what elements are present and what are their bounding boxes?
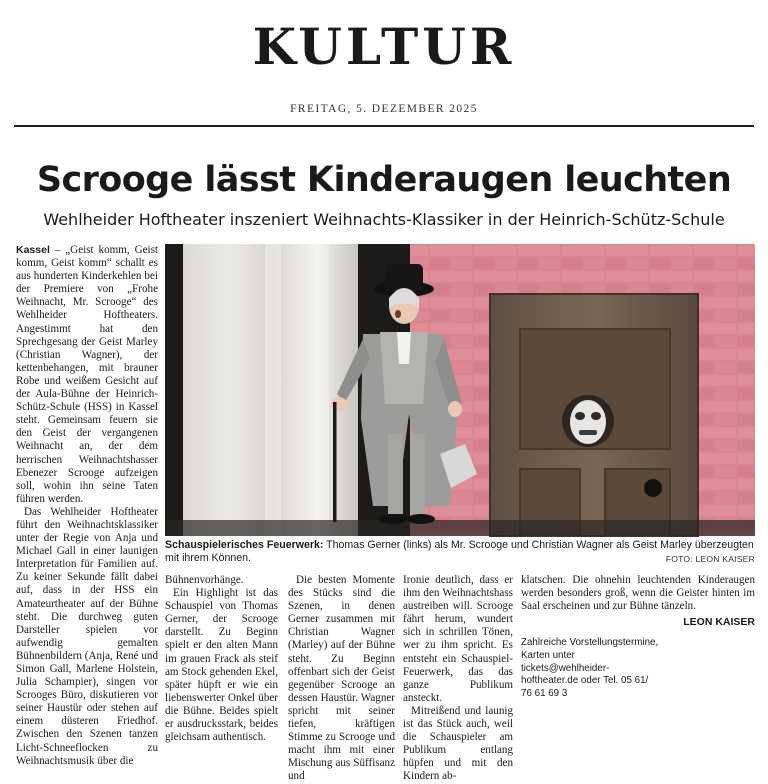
article-column-2	[165, 574, 278, 744]
article-headline: Scrooge lässt Kinderaugen leuchten	[36, 160, 732, 200]
body-paragraph: Ein Highlight ist das Schauspiel von Thomas Gerner, der Scrooge darstellt. Zu Beginn spielt er den alten Mann im grauen Frack als steif am Stock gehenden Ekel, später hüpft er wie ein liebenswerter Onkel über die Bühne. Beides spielt er ausdrucksstark, beides gleichsam authentisch.	[165, 587, 278, 744]
photo-credit: FOTO: LEON KAISER	[665, 554, 755, 564]
article-column-1	[16, 244, 158, 768]
header-rule	[14, 125, 754, 127]
body-paragraph: Die besten Momente des Stücks sind die Szenen, in denen Gerner zusammen mit Christian Wagner (Marley) auf der Bühne steht. Zu Beginn offenbart sich der Geist gegenüber Scrooge an dessen Haustür. Wagner spricht mit seiner tiefen, kräftigen Stimme zu Scrooge und macht ihm mit einer Mischung aus Süffisanz und	[288, 574, 395, 783]
body-paragraph: Das Wehlheider Hoftheater führt den Weihnachtsklassiker unter der Regie von Anja und Michael Gall in einer launigen Interpretation für Familien auf. Zu keiner Sekunde fällt dabei auf, dass in der HSS ein Amateurtheater auf der Bühne steht. Die durchweg guten Darsteller spielen vor aufwendig gemalten Bühnenbildern (Anja, René und Simon Gall, Marlene Holstein, Julia Schampier), singen vor Scrooges Büro, diskutieren vor seiner Haustür oder stehen auf einem düsteren Friedhof. Zwischen den Szenen tanzen Licht-Schneeflocken zu Weihnachtsmusik über die	[16, 505, 158, 767]
caption-text: Thomas Gerner (links) als Mr. Scrooge und Christian Wagner als Geist Marley überzeugten mit ihrem Können.	[165, 539, 754, 564]
location-dateline: Kassel	[16, 244, 50, 256]
author-byline: LEON KAISER	[683, 616, 755, 629]
article-photo	[165, 244, 755, 536]
body-paragraph: klatschen. Die ohnehin leuchtenden Kinderaugen werden besonders groß, wenn die Geister hinten im Saal erscheinen und zur Bühne tänzeln.	[521, 574, 755, 613]
article-subheadline: Wehlheider Hoftheater inszeniert Weihnachts-Klassiker in der Heinrich-Schütz-Schule	[43, 210, 725, 229]
issue-date: FREITAG, 5. DEZEMBER 2025	[290, 103, 478, 115]
section-masthead: KULTUR	[252, 17, 516, 76]
article-column-5	[521, 574, 755, 700]
article-column-3	[288, 574, 395, 784]
caption-label: Schauspielerisches Feuerwerk:	[165, 539, 324, 551]
body-paragraph: Bühnenvorhänge.	[165, 574, 244, 586]
ticket-info-note: Zahlreiche Vorstellungstermine, Karten unter tickets@wehlheider-hoftheater.de oder Tel. 05 61/ 76 61 69 3	[521, 637, 659, 699]
lead-paragraph: – „Geist komm, Geist komm, Geist komm“ schallt es aus hunderten Kinderkehlen bei der Premiere von „Frohe Weihnacht, Mr. Scrooge“ des Wehlheider Hoftheaters. Angestimmt hat den Sprechgesang der Geist Marley (Christian Wagner), der kettenbehangen, mit brauner Robe und weißem Gesicht auf der Aula-Bühne der Heinrich-Schütz-Schule (HSS) in Kassel steht. Gemeinsam feuern sie den Geist der vergangenen Weihnacht an, der dem herrischen Weihnachtshasser Ebenezer Scrooge aufzeigen soll, wohin ihn seine Taten führen werden.	[16, 244, 158, 505]
body-paragraph: Mitreißend und launig ist das Stück auch, weil die Schauspieler am Publikum entlang hüpfen und mit den Kindern ab-	[403, 704, 513, 783]
article-column-4	[403, 574, 513, 784]
body-paragraph: Ironie deutlich, dass er ihm den Weihnachtshass austreiben will. Scrooge fährt herum, wundert sich in schrillen Tönen, wer zu ihm spricht. Es entsteht ein Schauspiel-Feuerwerk, das das ganze Publikum ansteckt.	[403, 574, 513, 704]
